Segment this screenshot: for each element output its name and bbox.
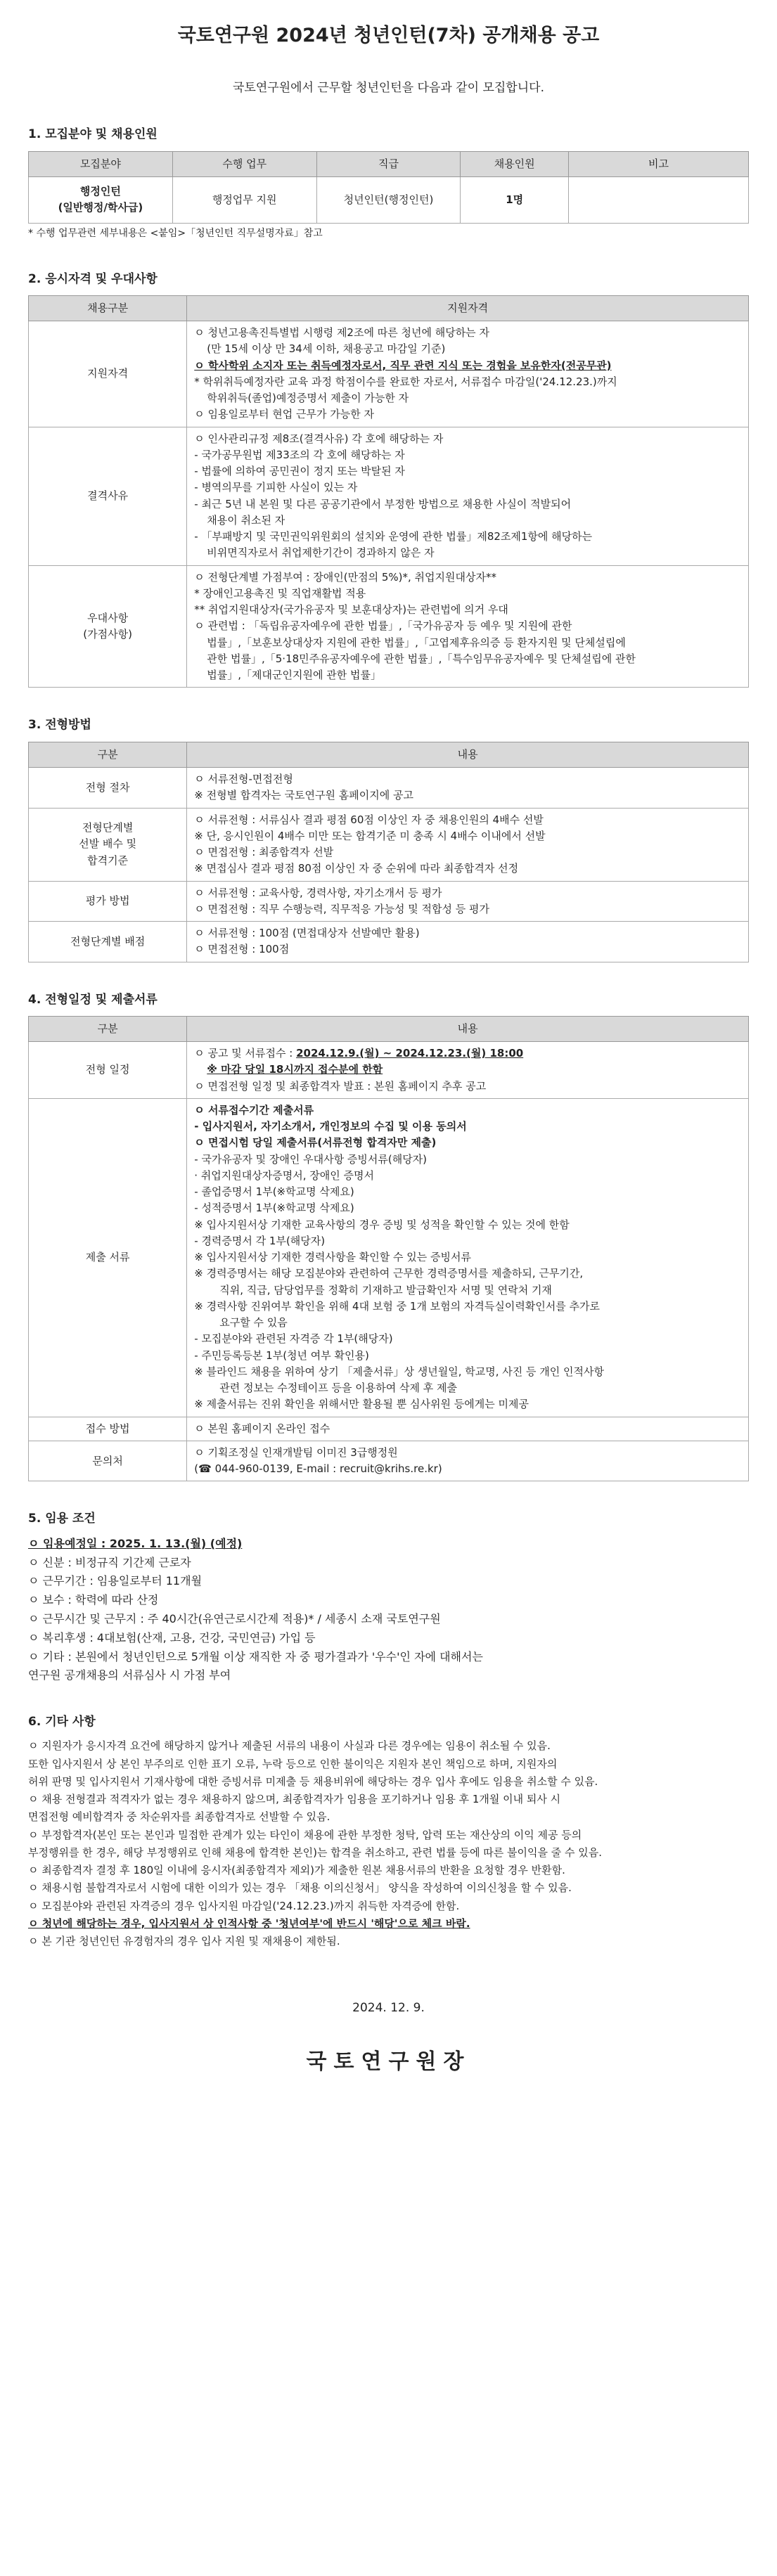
text-line: 관한 법률」,「5·18민주유공자예우에 관한 법률」,「특수임무유공자예우 및 단체설립에 관한 xyxy=(207,652,636,665)
text-line: ※ 입사지원서상 기재한 교육사항의 경우 증빙 및 성적을 확인할 수 있는 것에 한함 xyxy=(194,1218,570,1231)
signature: 국토연구원장 xyxy=(306,2049,471,2074)
text-line: ※ 면접심사 결과 평점 80점 이상인 자 중 순위에 따라 최종합격자 선정 xyxy=(194,862,519,875)
contact-info: (☎ 044-960-0139, E-mail : recruit@krihs.re.kr) xyxy=(194,1462,442,1476)
section-2-title: 2. 응시자격 및 우대사항 xyxy=(28,271,158,286)
header-rank: 직급 xyxy=(316,151,461,176)
section-5-title: 5. 임용 조건 xyxy=(28,1512,96,1526)
text-line: - 입사지원서, 자기소개서, 개인정보의 수집 및 이용 동의서 xyxy=(194,1120,467,1133)
text-line: ※ 제출서류는 진위 확인을 위해서만 활용될 뿐 심사위원 등에게는 미제공 xyxy=(194,1398,529,1411)
text-line: ** 취업지원대상자(국가유공자 및 보훈대상자)는 관련법에 의거 우대 xyxy=(194,603,508,617)
text-line: - 법률에 의하여 공민권이 정지 또는 박탈된 자 xyxy=(194,465,405,478)
label-eligibility: 지원자격 xyxy=(29,321,187,427)
header-division: 구분 xyxy=(29,742,187,767)
header-qualification: 지원자격 xyxy=(187,295,749,321)
cell-procedure xyxy=(187,768,749,809)
header-count: 채용인원 xyxy=(461,151,569,176)
label-procedure: 전형 절차 xyxy=(29,768,187,809)
section-1-title: 1. 모집분야 및 채용인원 xyxy=(28,127,158,142)
text-line: ㅇ 전형단계별 가점부여 : 장애인(만점의 5%)*, 취업지원대상자** xyxy=(194,570,496,584)
text-line: · 취업지원대상자증명서, 장애인 증명서 xyxy=(194,1168,374,1182)
start-date-line: ㅇ 임용예정일 : 2025. 1. 13.(월) (예정) xyxy=(28,1536,243,1550)
preference-label: 우대사항 xyxy=(87,611,129,624)
field-name: 행정인턴 xyxy=(79,185,121,198)
text-line: ㅇ 채용 전형결과 적격자가 없는 경우 채용하지 않으며, 최종합격자가 임용을 포기하거나 임용 후 1개월 이내 퇴사 시 xyxy=(28,1793,561,1806)
text-line: 비위면직자로서 취업제한기간이 경과하지 않은 자 xyxy=(207,546,435,560)
text-line: ㅇ 면접전형 : 100점 xyxy=(194,943,290,956)
header-field: 모집분야 xyxy=(29,151,173,176)
label-contact: 문의처 xyxy=(29,1441,187,1481)
text-line: ※ 경력증명서는 해당 모집분야와 관련하여 근무한 경력증명서를 제출하되, 근무기간, xyxy=(194,1267,584,1280)
text-line: 부정행위를 한 경우, 해당 부정행위로 인해 채용에 합격한 본인)는 합격을 취소하고, 관련 법률 등에 따른 불이익을 줄 수 있음. xyxy=(28,1846,602,1859)
cell-documents xyxy=(187,1098,749,1417)
cell-criteria xyxy=(187,808,749,881)
cell-evaluation xyxy=(187,881,749,922)
text-line: ㅇ 관련법 : 「독립유공자예우에 관한 법률」,「국가유공자 등 예우 및 지원에 관한 xyxy=(194,619,572,633)
cell-disqualification xyxy=(187,427,749,565)
label-points: 전형단계별 배점 xyxy=(29,922,187,962)
text-line: - 주민등록등본 1부(청년 여부 확인용) xyxy=(194,1348,369,1362)
youth-check-notice: ㅇ 청년에 해당하는 경우, 입사지원서 상 인적사항 중 '청년여부'에 반드시 '해당'으로 체크 바람. xyxy=(28,1917,470,1930)
cell-rank: 청년인턴(행정인턴) xyxy=(316,176,461,223)
text-line: ㅇ 면접시험 당일 제출서류(서류전형 합격자만 제출) xyxy=(194,1136,437,1149)
text-line: ㅇ 청년고용촉진특별법 시행령 제2조에 따른 청년에 해당하는 자 xyxy=(194,326,489,340)
field-sub: (일반행정/학사급) xyxy=(58,201,143,214)
criteria-label-2: 선발 배수 및 xyxy=(79,837,137,851)
text-line: ㅇ 근무기간 : 임용일로부터 11개월 xyxy=(28,1574,203,1588)
text-line: ※ 전형별 합격자는 국토연구원 홈페이지에 공고 xyxy=(194,789,413,802)
intro-text: 국토연구원에서 근무할 청년인턴을 다음과 같이 모집합니다. xyxy=(233,81,544,95)
header-note: 비고 xyxy=(568,151,748,176)
text-line: ㅇ 면접전형 : 직무 수행능력, 직무적응 가능성 및 적합성 등 평가 xyxy=(194,902,490,915)
text-line: ㅇ 채용시험 불합격자로서 시험에 대한 이의가 있는 경우 「채용 이의신청서」 양식을 작성하여 이의신청을 할 수 있음. xyxy=(28,1881,572,1895)
text-line: ㅇ 서류전형-면접전형 xyxy=(194,773,293,786)
schedule-line-1 xyxy=(194,1045,741,1062)
text-line: - 성적증명서 1부(※학교명 삭제요) xyxy=(194,1202,354,1215)
text-line: ㅇ 복리후생 : 4대보험(산재, 고용, 건강, 국민연금) 가입 등 xyxy=(28,1630,316,1644)
text-line: ㅇ 기타 : 본원에서 청년인턴으로 5개월 이상 재직한 자 중 평가결과가 '우수'인 자에 대해서는 xyxy=(28,1649,483,1663)
text-line: - 모집분야와 관련된 자격증 각 1부(해당자) xyxy=(194,1332,393,1346)
section-4-title: 4. 전형일정 및 제출서류 xyxy=(28,992,158,1007)
text-line: - 국가공무원법 제33조의 각 호에 해당하는 자 xyxy=(194,448,405,461)
cell-note xyxy=(568,176,748,223)
text-line: ㅇ 지원자가 응시자격 요건에 해당하지 않거나 제출된 서류의 내용이 사실과 다른 경우에는 임용이 취소될 수 있음. xyxy=(28,1739,551,1753)
text-line: 채용이 취소된 자 xyxy=(207,513,285,527)
label-disqualification: 결격사유 xyxy=(29,427,187,565)
schedule-table xyxy=(28,1016,749,1482)
section-1-footnote: * 수행 업무관련 세부내용은 <붙임>「청년인턴 직무설명자료」참고 xyxy=(28,227,323,239)
label-evaluation: 평가 방법 xyxy=(29,881,187,922)
text-line: ㅇ 인사관리규정 제8조(결격사유) 각 호에 해당하는 자 xyxy=(194,432,444,445)
text-line: ㅇ 서류전형 : 교육사항, 경력사항, 자기소개서 등 평가 xyxy=(194,886,442,899)
header-division: 구분 xyxy=(29,1016,187,1041)
text-line: - 경력증명서 각 1부(해당자) xyxy=(194,1234,326,1247)
text-line: ※ 블라인드 채용을 위하여 상기 「제출서류」상 생년월일, 학교명, 사진 등 개인 인적사항 xyxy=(194,1365,604,1378)
text-line: 요구할 수 있음 xyxy=(219,1316,288,1329)
section-3-title: 3. 전형방법 xyxy=(28,718,91,733)
text-line: ㅇ 부정합격자(본인 또는 본인과 밀접한 관계가 있는 타인이 채용에 관한 부정한 청탁, 압력 또는 재산상의 이익 제공 등의 xyxy=(28,1828,582,1841)
schedule-prefix: ㅇ 공고 및 서류접수 : xyxy=(194,1047,297,1060)
text-line: ㅇ 서류전형 : 100점 (면접대상자 선발예만 활용) xyxy=(194,927,420,940)
cell-method: ㅇ 본원 홈페이지 온라인 접수 xyxy=(187,1417,749,1441)
qualification-table xyxy=(28,295,749,688)
text-line: 학위취득(졸업)예정증명서 제출이 가능한 자 xyxy=(207,392,409,405)
text-line: 연구원 공개채용의 서류심사 시 가점 부여 xyxy=(28,1668,231,1682)
criteria-label-3: 합격기준 xyxy=(87,854,129,867)
text-line: * 학위취득예정자란 교육 과정 학점이수를 완료한 자로서, 서류접수 마감일('24.12.23.)까지 xyxy=(194,375,617,388)
schedule-dates: 2024.12.9.(월) ~ 2024.12.23.(월) 18:00 xyxy=(296,1047,524,1060)
text-line: * 장애인고용촉진 및 직업재활법 적용 xyxy=(194,586,366,600)
cell-eligibility xyxy=(187,321,749,427)
text-line: - 국가유공자 및 장애인 우대사항 증빙서류(해당자) xyxy=(194,1152,428,1166)
text-line: ㅇ 임용일로부터 현업 근무가 가능한 자 xyxy=(194,408,374,421)
text-line: - 「부패방지 및 국민권익위원회의 설치와 운영에 관한 법률」제82조제1항에 해당하는 xyxy=(194,530,593,543)
cell-contact xyxy=(187,1441,749,1481)
selection-method-table xyxy=(28,742,749,962)
text-line: ※ 입사지원서상 기재한 경력사항을 확인할 수 있는 증빙서류 xyxy=(194,1251,471,1264)
text-line: 허위 판명 및 입사지원서 기재사항에 대한 증빙서류 미제출 등 채용비위에 해당하는 경우 입사 후에도 임용을 취소할 수 있음. xyxy=(28,1775,598,1788)
text-line: ㅇ 학사학위 소지자 또는 취득예정자로서, 직무 관련 지식 또는 경험을 보유한자(전공무관) xyxy=(194,359,612,372)
label-preference xyxy=(29,565,187,688)
cell-count: 1명 xyxy=(461,176,569,223)
text-line: - 병역의무를 기피한 사실이 있는 자 xyxy=(194,481,358,494)
text-line: 직위, 직급, 담당업무를 정확히 기재하고 발급확인자 서명 및 연락처 기재 xyxy=(219,1283,552,1296)
label-documents: 제출 서류 xyxy=(29,1098,187,1417)
cell-points xyxy=(187,922,749,962)
text-line: ㅇ 최종합격자 결정 후 180일 이내에 응시자(최종합격자 제외)가 제출한 원본 채용서류의 반환을 요청할 경우 반환함. xyxy=(28,1864,565,1877)
contact-person: ㅇ 기획조정실 인재개발팀 이미진 3급행정원 xyxy=(194,1445,398,1459)
text-line: ㅇ 서류접수기간 제출서류 xyxy=(194,1103,314,1116)
header-category: 채용구분 xyxy=(29,295,187,321)
section-6-title: 6. 기타 사항 xyxy=(28,1715,96,1730)
header-content: 내용 xyxy=(187,1016,749,1041)
announcement-date: 2024. 12. 9. xyxy=(352,2001,425,2016)
criteria-label-1: 전형단계별 xyxy=(82,821,134,835)
text-line: 또한 입사지원서 상 본인 부주의로 인한 표기 오류, 누락 등으로 인한 불이익은 지원자 본인 책임으로 하며, 지원자의 xyxy=(28,1757,558,1770)
text-line: ㅇ 서류전형 : 서류심사 결과 평점 60점 이상인 자 중 채용인원의 4배수 선발 xyxy=(194,813,544,826)
header-task: 수행 업무 xyxy=(172,151,316,176)
text-line: ㅇ 본 기관 청년인턴 유경험자의 경우 입사 지원 및 재채용이 제한됨. xyxy=(28,1935,340,1948)
cell-task: 행정업무 지원 xyxy=(172,176,316,223)
text-line: ※ 단, 응시인원이 4배수 미만 또는 합격기준 미 충족 시 4배수 이내에서 선발 xyxy=(194,829,546,842)
page-title: 국토연구원 2024년 청년인턴(7차) 공개채용 공고 xyxy=(177,25,600,46)
schedule-interview: ㅇ 면접전형 일정 및 최종합격자 발표 : 본원 홈페이지 추후 공고 xyxy=(194,1079,487,1093)
text-line: - 최근 5년 내 본원 및 다른 공공기관에서 부정한 방법으로 채용한 사실이 적발되어 xyxy=(194,497,572,510)
label-schedule: 전형 일정 xyxy=(29,1042,187,1099)
text-line: ㅇ 신분 : 비정규직 기간제 근로자 xyxy=(28,1555,191,1569)
text-line: - 졸업증명서 1부(※학교명 삭제요) xyxy=(194,1185,354,1199)
text-line: 법률」,「보훈보상대상자 지원에 관한 법률」,「고엽제후유의증 등 환자지원 및 단체설립에 xyxy=(207,636,626,649)
text-line: (만 15세 이상 만 34세 이하, 채용공고 마감일 기준) xyxy=(207,342,446,356)
cell-preference xyxy=(187,565,749,688)
preference-sublabel: (가점사항) xyxy=(83,628,132,641)
text-line: ㅇ 모집분야와 관련된 자격증의 경우 입사지원 마감일('24.12.23.)까지 취득한 자격증에 한함. xyxy=(28,1899,460,1912)
schedule-deadline-note: ※ 마감 당일 18시까지 접수분에 한함 xyxy=(207,1063,383,1076)
label-method: 접수 방법 xyxy=(29,1417,187,1441)
label-criteria xyxy=(29,808,187,881)
cell-schedule xyxy=(187,1042,749,1099)
recruit-table xyxy=(28,151,749,224)
text-line: ※ 경력사항 진위여부 확인을 위해 4대 보험 중 1개 보험의 자격득실이력확인서를 추가로 xyxy=(194,1299,601,1313)
text-line: ㅇ 면접전형 : 최종합격자 선발 xyxy=(194,846,334,859)
text-line: 면접전형 예비합격자 중 차순위자를 최종합격자로 선발할 수 있음. xyxy=(28,1810,330,1824)
text-line: ㅇ 근무시간 및 근무지 : 주 40시간(유연근로시간제 적용)* / 세종시 소재 국토연구원 xyxy=(28,1611,441,1625)
text-line: ㅇ 보수 : 학력에 따라 산정 xyxy=(28,1593,159,1607)
cell-field xyxy=(29,176,173,223)
text-line: 관련 정보는 수정테이프 등을 이용하여 삭제 후 제출 xyxy=(219,1382,457,1395)
text-line: 법률」,「제대군인지원에 관한 법률」 xyxy=(207,669,381,682)
employment-conditions xyxy=(28,1535,749,1685)
header-content: 내용 xyxy=(187,742,749,767)
other-notes xyxy=(28,1738,749,1950)
